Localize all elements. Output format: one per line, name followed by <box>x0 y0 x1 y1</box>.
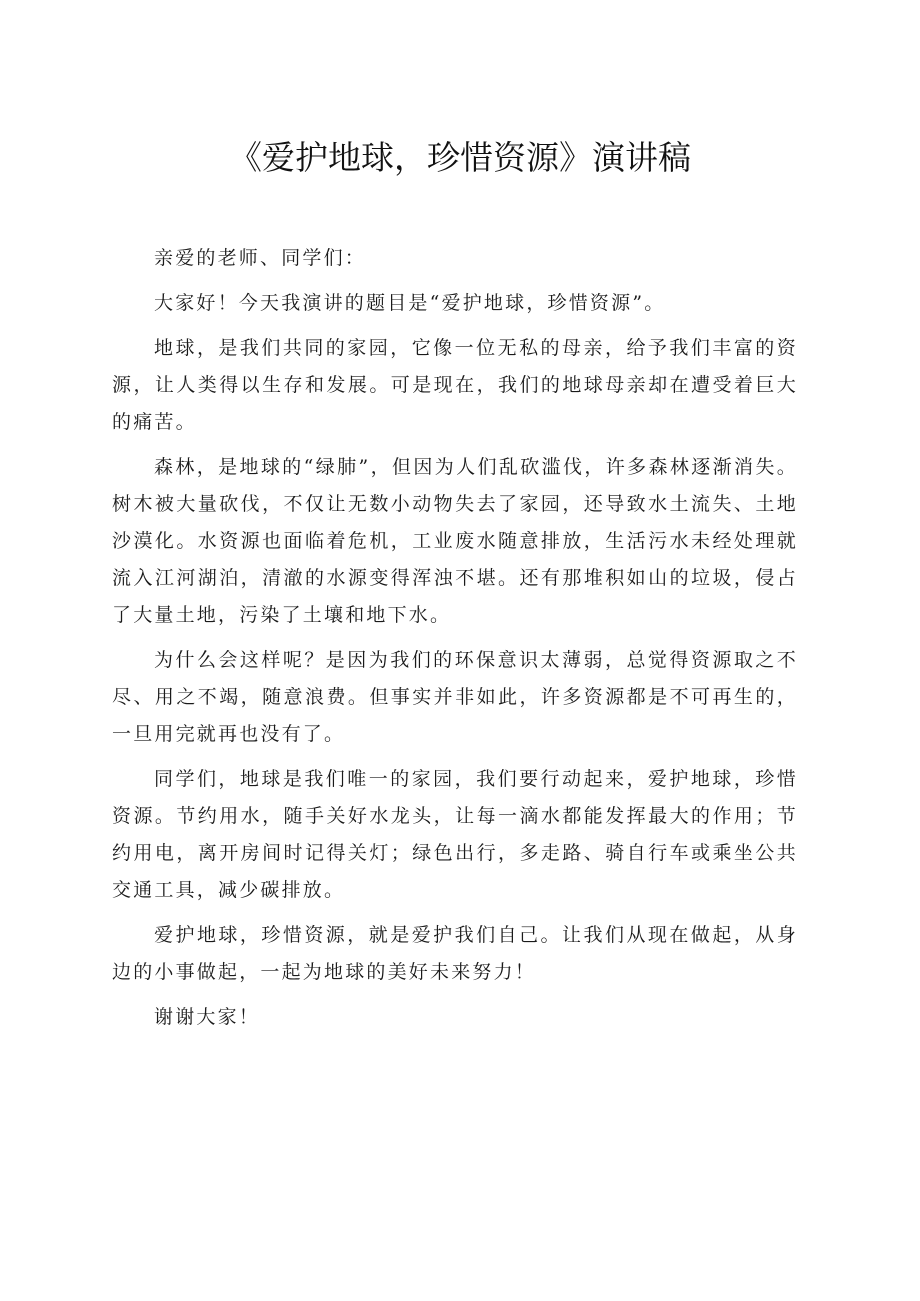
paragraph-earth: 地球，是我们共同的家园，它像一位无私的母亲，给予我们丰富的资源，让人类得以生存和发展。可是现在，我们的地球母亲却在遭受着巨大的痛苦。 <box>112 337 798 433</box>
paragraph-intro: 大家好！今天我演讲的题目是“爱护地球，珍惜资源”。 <box>154 292 666 314</box>
paragraph-greeting: 亲爱的老师、同学们： <box>154 247 367 269</box>
paragraph-thanks: 谢谢大家！ <box>154 1006 261 1028</box>
document-title: 《爱护地球，珍惜资源》演讲稿 <box>229 138 691 177</box>
paragraph-why: 为什么会这样呢？是因为我们的环保意识太薄弱，总觉得资源取之不尽、用之不竭，随意浪费。但事实并非如此，许多资源都是不可再生的，一旦用完就再也没有了。 <box>112 649 798 745</box>
paragraph-action: 同学们，地球是我们唯一的家园，我们要行动起来，爱护地球，珍惜资源。节约用水，随手关好水龙头，让每一滴水都能发挥最大的作用；节约用电，离开房间时记得关灯；绿色出行，多走路、骑自行车或乘坐公共交通工具，减少碳排放。 <box>112 768 798 901</box>
document-body <box>112 240 798 1044</box>
paragraph-forest: 森林，是地球的“绿肺”，但因为人们乱砍滥伐，许多森林逐渐消失。树木被大量砍伐，不仅让无数小动物失去了家园，还导致水土流失、土地沙漠化。水资源也面临着危机，工业废水随意排放，生活污水未经处理就流入江河湖泊，清澈的水源变得浑浊不堪。还有那堆积如山的垃圾，侵占了大量土地，污染了土壤和地下水。 <box>112 456 798 626</box>
paragraph-conclusion: 爱护地球，珍惜资源，就是爱护我们自己。让我们从现在做起，从身边的小事做起，一起为地球的美好未来努力！ <box>112 924 798 983</box>
